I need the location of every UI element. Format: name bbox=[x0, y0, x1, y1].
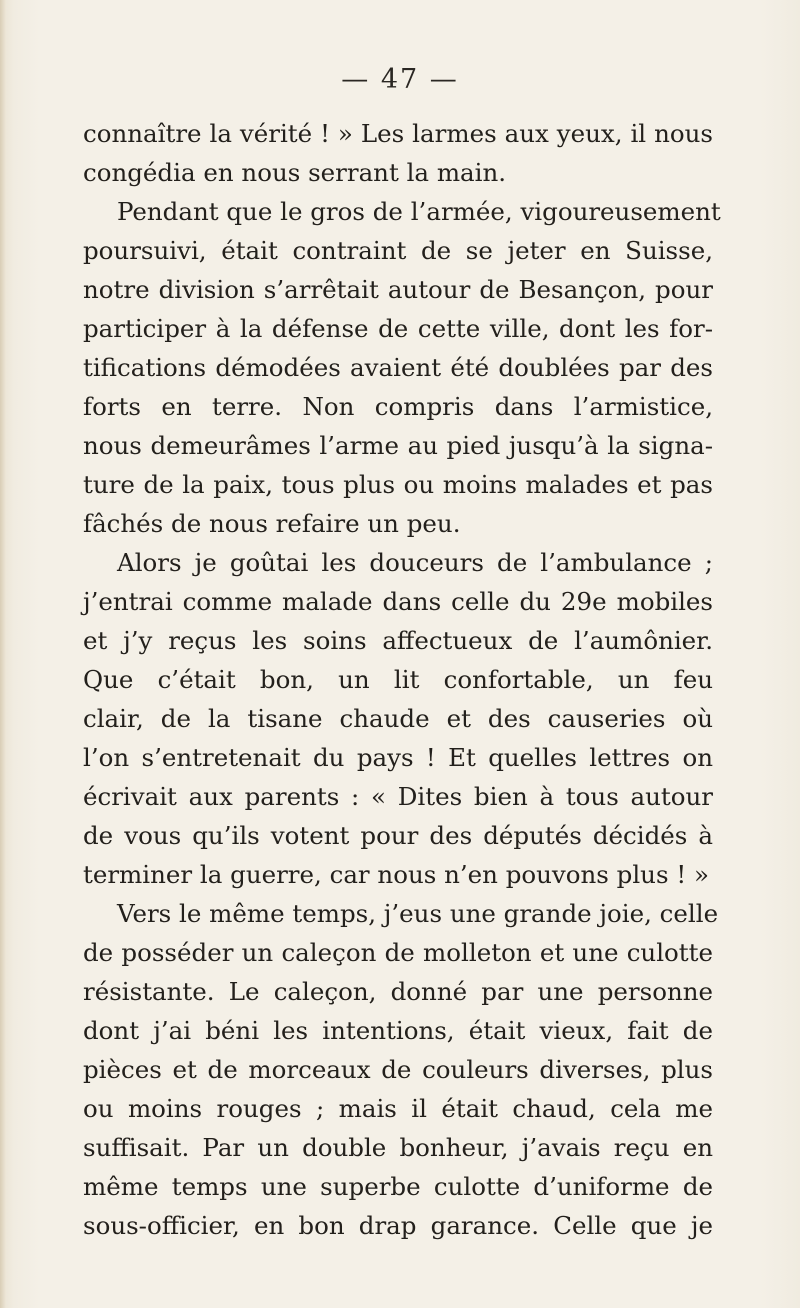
text-line: Alors je goûtai les douceurs de l’ambulance ; bbox=[117, 548, 713, 577]
text-line: connaître la vérité ! » Les larmes aux yeux, il nous bbox=[83, 119, 713, 148]
text-line: pièces et de morceaux de couleurs diverses, plus bbox=[83, 1055, 713, 1084]
text-line: de vous qu’ils votent pour des députés décidés à bbox=[83, 821, 713, 850]
text-line: tifications démodées avaient été doublées par des bbox=[83, 353, 713, 382]
body-text bbox=[83, 114, 721, 1245]
text-line: même temps une superbe culotte d’uniforme de bbox=[83, 1172, 713, 1201]
text-line: résistante. Le caleçon, donné par une personne bbox=[83, 977, 713, 1006]
text-line: Pendant que le gros de l’armée, vigoureusement bbox=[117, 197, 721, 226]
text-line: participer à la défense de cette ville, dont les for- bbox=[83, 314, 713, 343]
text-line: dont j’ai béni les intentions, était vieux, fait de bbox=[83, 1016, 713, 1045]
text-line: ou moins rouges ; mais il était chaud, cela me bbox=[83, 1094, 713, 1123]
text-line: Que c’était bon, un lit confortable, un feu bbox=[83, 665, 713, 694]
text-line: j’entrai comme malade dans celle du 29e mobiles bbox=[83, 587, 713, 616]
text-line: et j’y reçus les soins affectueux de l’aumônier. bbox=[83, 626, 713, 655]
text-line: sous-officier, en bon drap garance. Celle que je bbox=[83, 1211, 713, 1240]
text-line: fâchés de nous refaire un peu. bbox=[83, 509, 461, 538]
text-line: poursuivi, était contraint de se jeter en Suisse, bbox=[83, 236, 713, 265]
text-line: nous demeurâmes l’arme au pied jusqu’à la signa- bbox=[83, 431, 713, 460]
page-edge bbox=[0, 0, 6, 1308]
text-line: Vers le même temps, j’eus une grande joie, celle bbox=[117, 899, 719, 928]
text-line: clair, de la tisane chaude et des causeries où bbox=[83, 704, 713, 733]
text-line: terminer la guerre, car nous n’en pouvons plus ! » bbox=[83, 860, 709, 889]
page-number: — 47 — bbox=[341, 64, 459, 95]
text-line: forts en terre. Non compris dans l’armistice, bbox=[83, 392, 713, 421]
text-line: congédia en nous serrant la main. bbox=[83, 158, 507, 187]
text-line: suffisait. Par un double bonheur, j’avais reçu en bbox=[83, 1133, 713, 1162]
text-line: l’on s’entretenait du pays ! Et quelles lettres on bbox=[83, 743, 713, 772]
text-line: écrivait aux parents : « Dites bien à tous autour bbox=[83, 782, 713, 811]
text-line: notre division s’arrêtait autour de Besançon, pour bbox=[83, 275, 713, 304]
text-line: de posséder un caleçon de molleton et une culotte bbox=[83, 938, 713, 967]
text-line: ture de la paix, tous plus ou moins malades et pas bbox=[83, 470, 713, 499]
